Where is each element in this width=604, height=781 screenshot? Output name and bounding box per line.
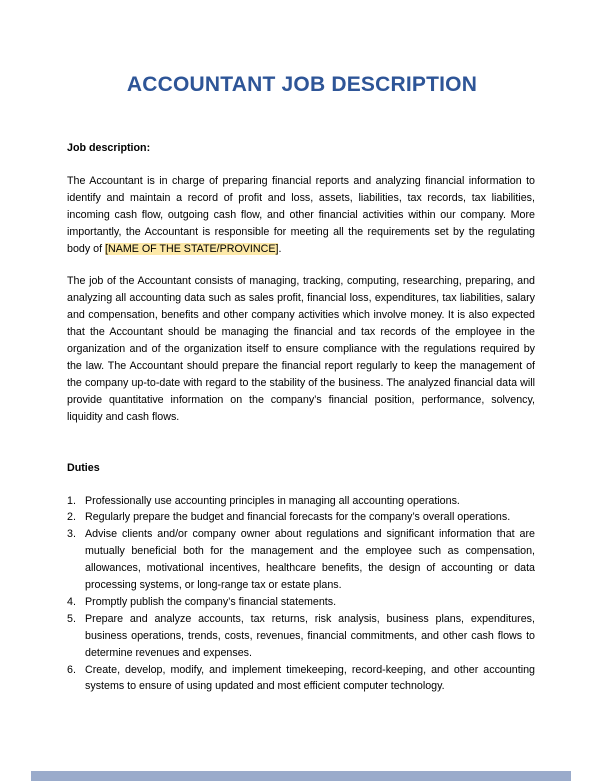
list-item-text: Create, develop, modify, and implement timekeeping, record-keeping, and other accounting systems to ensure of using updated and most efficient computer technology.: [85, 663, 535, 693]
list-item: [67, 526, 535, 594]
duties-heading: Duties: [67, 461, 100, 474]
paragraph-1-end: .: [278, 242, 282, 255]
list-item-number: 2.: [67, 511, 76, 524]
list-item-text: Prepare and analyze accounts, tax returns, risk analysis, business plans, expenditures, business operations, trends, costs, revenues, financial commitments, and other cash flows to determine revenues and expenses.: [85, 612, 535, 659]
footer-bar: [31, 771, 571, 781]
duties-list: [67, 493, 535, 696]
job-description-heading: Job description:: [67, 142, 151, 154]
list-item-text: Regularly prepare the budget and financial forecasts for the company’s overall operations.: [85, 511, 511, 524]
document-title: ACCOUNTANT JOB DESCRIPTION: [126, 73, 478, 96]
list-item-number: 3.: [67, 528, 76, 541]
job-description-paragraph-2: The job of the Accountant consists of managing, tracking, computing, researching, preparing, and analyzing all accounting data such as sales profit, financial loss, expenditures, tax liabilities, salary and compensation, benefits and other company activities which involve money. It is also expected that the Accountant should be managing the financial and tax records of the employee in the organization and of the organization itself to ensure compliance with the regulations required by the law. The Accountant should prepare the financial report regularly to keep the management of the company up-to-date with regard to the stability of the business. The analyzed financial data will provide quantitative information on the company’s financial position, performance, solvency, liquidity and cash flows.: [67, 275, 535, 423]
state-province-placeholder: [NAME OF THE STATE/PROVINCE]: [105, 242, 279, 255]
list-item-number: 5.: [67, 612, 76, 625]
list-item: [67, 509, 535, 526]
list-item-text: Professionally use accounting principles in managing all accounting operations.: [85, 494, 460, 507]
list-item-number: 1.: [67, 494, 76, 507]
list-item-text: Advise clients and/or company owner about regulations and significant information that are mutually beneficial both for the management and the employee such as compensation, allowances, motivational incentives, healthcare benefits, the design of accounting or data processing systems, or long-range tax or estate plans.: [85, 528, 535, 592]
list-item-number: 6.: [67, 663, 76, 676]
job-description-paragraph-1: [67, 173, 535, 258]
paragraph-1-text: The Accountant is in charge of preparing financial reports and analyzing financial information to identify and maintain a record of profit and loss, assets, liabilities, tax records, tax liabilities, incoming cash flow, outgoing cash flow, and other financial activities within our company. More importantly, the Accountant is responsible for meeting all the requirements set by the regulating body of: [67, 174, 535, 255]
list-item: [67, 662, 535, 696]
list-item: [67, 611, 535, 662]
list-item-text: Promptly publish the company’s financial statements.: [85, 595, 337, 608]
list-item: [67, 594, 535, 611]
document-body: [67, 140, 535, 695]
list-item-number: 4.: [67, 595, 76, 608]
list-item: [67, 493, 535, 510]
